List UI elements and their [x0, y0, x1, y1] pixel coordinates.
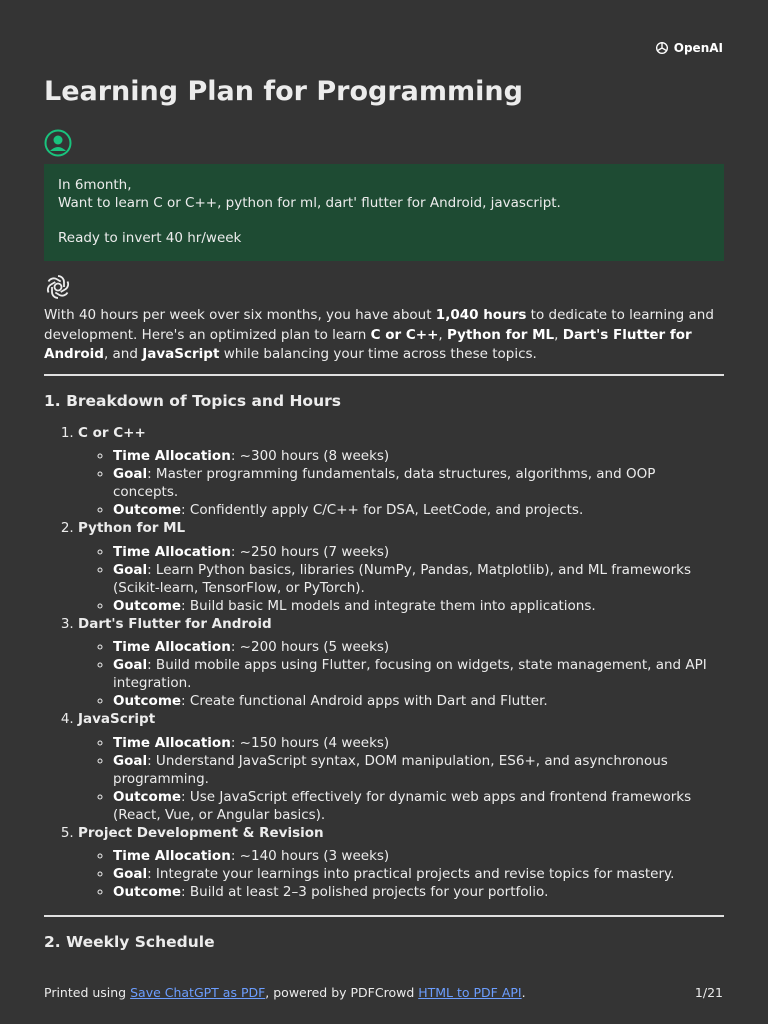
topic-title: C or C++ — [78, 424, 146, 441]
topic-item — [78, 519, 724, 615]
brand-label: OpenAI — [673, 41, 723, 55]
detail-item: ◦ Goal: Integrate your learnings into practical projects and revise topics for mastery. — [113, 865, 724, 883]
detail-item: ◦ Outcome: Create functional Android apps with Dart and Flutter. — [113, 692, 724, 710]
detail-item: ◦ Time Allocation: ~150 hours (4 weeks) — [113, 734, 724, 752]
detail-item: ◦ Outcome: Build basic ML models and integrate them into applications. — [113, 597, 724, 615]
page-title: Learning Plan for Programming — [44, 76, 523, 107]
divider — [44, 374, 724, 376]
topic-title: JavaScript — [78, 711, 156, 727]
brand-logo — [654, 40, 723, 56]
topic-title: Project Development & Revision — [78, 824, 324, 841]
detail-item: ◦ Time Allocation: ~300 hours (8 weeks) — [113, 447, 724, 465]
user-message-line: Want to learn C or C++, python for ml, dart' flutter for Android, javascript. — [58, 195, 561, 211]
detail-item: ◦ Goal: Understand JavaScript syntax, DOM manipulation, ES6+, and asynchronous programming. — [113, 752, 724, 788]
chatgpt-avatar-icon — [44, 273, 72, 301]
user-message — [44, 164, 724, 261]
user-message-line: Ready to invert 40 hr/week — [58, 230, 242, 246]
topics-list — [44, 424, 724, 902]
html-to-pdf-api-link[interactable]: HTML to PDF API — [418, 985, 522, 1000]
divider — [44, 915, 724, 917]
topic-title: Dart's Flutter for Android — [78, 615, 272, 632]
detail-item: ◦ Time Allocation: ~200 hours (5 weeks) — [113, 638, 724, 656]
topic-item — [78, 710, 724, 824]
intro-paragraph: With 40 hours per week over six months, you have about 1,040 hours to dedicate to learning and development. Here's an optimized plan to learn C or C++, Python for ML, Dart's Flutter for Android, and JavaScript while balancing your time across these topics. — [44, 307, 714, 362]
topic-details — [78, 447, 724, 519]
save-chatgpt-as-pdf-link[interactable]: Save ChatGPT as PDF — [130, 985, 266, 1000]
topic-details — [78, 847, 724, 901]
detail-item: ◦ Goal: Master programming fundamentals, data structures, algorithms, and OOP concepts. — [113, 465, 724, 501]
topic-title: Python for ML — [78, 520, 186, 536]
footer-credit: Printed using Save ChatGPT as PDF, powered by PDFCrowd HTML to PDF API. — [44, 985, 526, 1000]
detail-item: ◦ Time Allocation: ~250 hours (7 weeks) — [113, 543, 724, 561]
user-avatar-icon — [44, 129, 72, 157]
footer — [44, 985, 723, 1000]
topic-item — [78, 824, 724, 902]
topic-details — [78, 543, 724, 615]
topic-details — [78, 638, 724, 710]
section-heading: 2. Weekly Schedule — [44, 933, 215, 951]
page-number: 1/21 — [694, 985, 723, 1000]
topic-item — [78, 615, 724, 711]
detail-item: ◦ Outcome: Use JavaScript effectively for dynamic web apps and frontend frameworks (React, Vue, or Angular basics). — [113, 788, 724, 824]
detail-item: ◦ Goal: Learn Python basics, libraries (NumPy, Pandas, Matplotlib), and ML frameworks (Scikit-learn, TensorFlow, or PyTorch). — [113, 561, 724, 597]
topic-details — [78, 734, 724, 824]
section-heading: 1. Breakdown of Topics and Hours — [44, 391, 341, 410]
detail-item: ◦ Outcome: Build at least 2–3 polished projects for your portfolio. — [113, 883, 724, 901]
assistant-message — [44, 306, 724, 965]
topic-item — [78, 424, 724, 520]
detail-item: ◦ Time Allocation: ~140 hours (3 weeks) — [113, 847, 724, 865]
detail-item: ◦ Outcome: Confidently apply C/C++ for DSA, LeetCode, and projects. — [113, 501, 724, 519]
user-message-line: In 6month, — [58, 177, 132, 193]
detail-item: ◦ Goal: Build mobile apps using Flutter, focusing on widgets, state management, and API integration. — [113, 656, 724, 692]
openai-logo-icon — [654, 40, 670, 56]
